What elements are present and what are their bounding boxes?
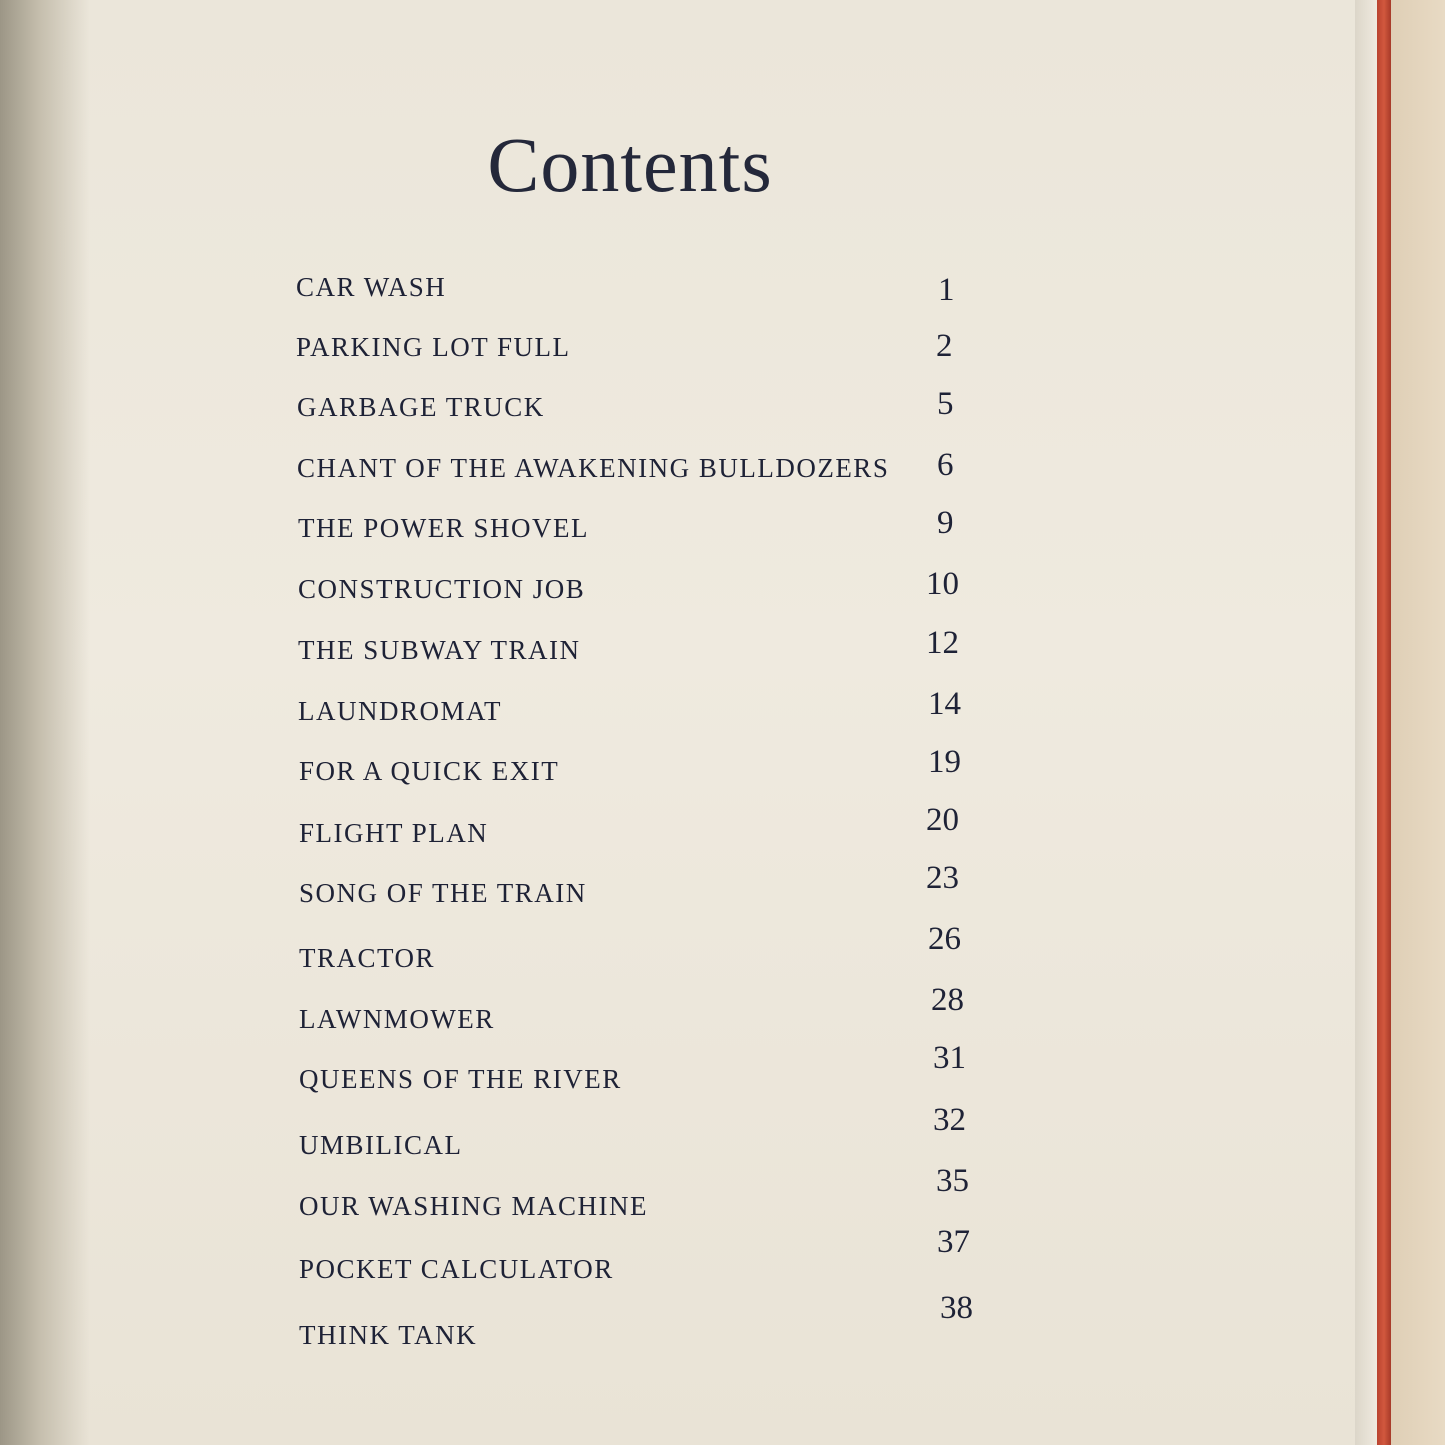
toc-entry-title: GARBAGE TRUCK bbox=[297, 392, 545, 422]
book-cover-edge bbox=[1377, 0, 1391, 1445]
toc-entry bbox=[0, 386, 1355, 432]
toc-entry bbox=[0, 921, 1355, 983]
toc-entry-page: 10 bbox=[926, 566, 959, 602]
toc-entry-title: SONG OF THE TRAIN bbox=[299, 878, 587, 908]
toc-entry-title: QUEENS OF THE RIVER bbox=[299, 1064, 622, 1094]
page-edges bbox=[1355, 0, 1377, 1445]
toc-entry-title: TRACTOR bbox=[299, 943, 436, 973]
toc-entry bbox=[0, 328, 1355, 372]
toc-entry-title: CHANT OF THE AWAKENING BULLDOZERS bbox=[297, 453, 890, 483]
toc-entry-title: PARKING LOT FULL bbox=[296, 332, 571, 362]
toc-entry-page: 32 bbox=[933, 1102, 966, 1138]
toc-entry-page: 35 bbox=[936, 1163, 969, 1199]
toc-entry bbox=[0, 625, 1355, 675]
toc-entry bbox=[0, 686, 1355, 736]
toc-entry-title: POCKET CALCULATOR bbox=[299, 1254, 614, 1284]
toc-entry-title: THE SUBWAY TRAIN bbox=[298, 635, 581, 665]
toc-entry-title: FLIGHT PLAN bbox=[299, 818, 489, 848]
toc-entry-title: CAR WASH bbox=[296, 272, 447, 302]
toc-entry-page: 9 bbox=[937, 505, 954, 541]
toc-entry bbox=[0, 1224, 1355, 1294]
toc-entry-page: 23 bbox=[926, 860, 959, 896]
toc-entry bbox=[0, 566, 1355, 614]
toc-entry bbox=[0, 1290, 1355, 1360]
toc-entry-page: 6 bbox=[937, 447, 954, 483]
toc-entry-page: 14 bbox=[928, 686, 961, 722]
toc-entry-title: LAUNDROMAT bbox=[298, 696, 502, 726]
table-surface bbox=[1391, 0, 1445, 1445]
toc-entry-page: 2 bbox=[936, 328, 953, 364]
toc-entry-title: CONSTRUCTION JOB bbox=[298, 574, 586, 604]
toc-entry-page: 26 bbox=[928, 921, 961, 957]
toc-entry bbox=[0, 744, 1355, 796]
toc-entry-page: 37 bbox=[937, 1224, 970, 1260]
toc-entry bbox=[0, 1102, 1355, 1170]
toc-entry bbox=[0, 272, 1355, 312]
toc-entry-page: 12 bbox=[926, 625, 959, 661]
toc-entry-title: OUR WASHING MACHINE bbox=[299, 1191, 649, 1221]
toc-entry bbox=[0, 447, 1355, 493]
toc-entry-page: 38 bbox=[940, 1290, 973, 1326]
toc-entry bbox=[0, 1163, 1355, 1231]
toc-entry bbox=[0, 860, 1355, 918]
toc-entry bbox=[0, 982, 1355, 1044]
toc-entry-title: UMBILICAL bbox=[299, 1130, 463, 1160]
toc-entry-title: THINK TANK bbox=[299, 1320, 478, 1350]
toc-entry-page: 31 bbox=[933, 1040, 966, 1076]
toc-entry bbox=[0, 1040, 1355, 1104]
toc-entry bbox=[0, 505, 1355, 553]
toc-entry-title: FOR A QUICK EXIT bbox=[299, 756, 560, 786]
toc-entry-page: 1 bbox=[938, 272, 955, 308]
toc-entry-page: 20 bbox=[926, 802, 959, 838]
toc-entry-page: 5 bbox=[937, 386, 954, 422]
toc-entry-page: 19 bbox=[928, 744, 961, 780]
toc-entry-title: LAWNMOWER bbox=[299, 1004, 495, 1034]
toc-entry-page: 28 bbox=[931, 982, 964, 1018]
page-title: Contents bbox=[487, 121, 773, 208]
toc-entry-title: THE POWER SHOVEL bbox=[298, 513, 589, 543]
toc-entry bbox=[0, 802, 1355, 858]
